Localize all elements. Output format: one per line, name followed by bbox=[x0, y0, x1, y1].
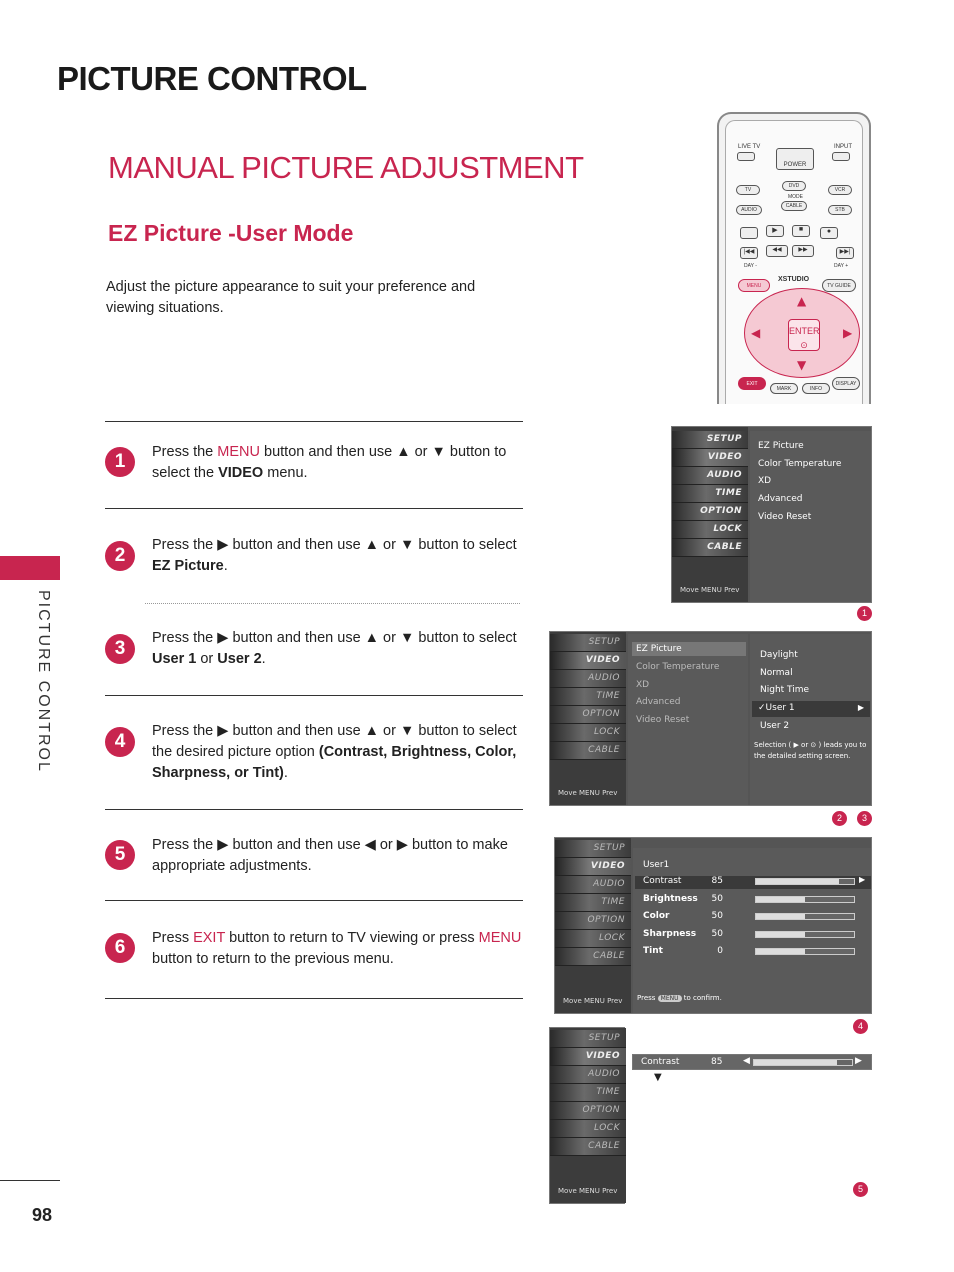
page-number: 98 bbox=[32, 1205, 53, 1225]
osd-ez-picture-options bbox=[750, 634, 871, 805]
osd-footer: Move MENU Prev bbox=[680, 586, 740, 594]
section-title: MANUAL PICTURE ADJUSTMENT bbox=[108, 150, 584, 185]
osd-footer: Move MENU Prev bbox=[558, 789, 618, 797]
step-text-3: Press the ▶ button and then use ▲ or ▼ button to select User 1 or User 2. bbox=[152, 630, 517, 667]
step-text-1: Press the MENU button and then use ▲ or ▼ button to select the VIDEO menu. bbox=[152, 444, 507, 481]
remote-control bbox=[717, 112, 871, 404]
osd-contrast-bar bbox=[632, 1054, 872, 1070]
osd-contrast-slider bbox=[753, 1059, 853, 1066]
step-number-2: 2 bbox=[105, 541, 135, 571]
osd-option-user-2: User 2 bbox=[760, 721, 790, 731]
osd-menu-audio: AUDIO bbox=[555, 876, 631, 894]
audio-button: AUDIO bbox=[736, 205, 762, 215]
osd-menu-time: TIME bbox=[672, 485, 748, 503]
osd-confirm-text: Press MENU to confirm. bbox=[637, 994, 722, 1002]
arrow-right-icon: ▶ bbox=[859, 875, 866, 884]
osd-menu-audio: AUDIO bbox=[672, 467, 748, 485]
osd-adjust-slider bbox=[755, 931, 855, 938]
osd-menu-video: VIDEO bbox=[550, 1048, 626, 1066]
live-tv-button bbox=[737, 152, 755, 161]
osd-menu-video: VIDEO bbox=[672, 449, 748, 467]
osd-menu-option: OPTION bbox=[555, 912, 631, 930]
osd-selection-note: Selection ( ▶ or ⊙ ) leads you to the detailed setting screen. bbox=[754, 741, 867, 760]
osd-adjust-slider-fill bbox=[756, 949, 805, 954]
osd-option-user-1: ✓User 1 ▶ bbox=[752, 701, 870, 717]
osd-video-submenu bbox=[628, 634, 748, 805]
osd-menu-lock: LOCK bbox=[550, 724, 626, 742]
osd-menu-cable: CABLE bbox=[550, 742, 626, 760]
osd-option-night-time: Night Time bbox=[760, 685, 810, 695]
osd-menu-setup: SETUP bbox=[550, 634, 626, 652]
osd-screen-1 bbox=[671, 426, 872, 603]
live-tv-label: LIVE TV bbox=[738, 144, 761, 150]
osd-adjust-label: Color bbox=[643, 911, 670, 921]
osd-adjust-slider bbox=[755, 948, 855, 955]
step-number-3: 3 bbox=[105, 634, 135, 664]
osd-adjust-label: Tint bbox=[643, 946, 663, 956]
osd-adjust-label: Brightness bbox=[643, 894, 698, 904]
osd-main-menu bbox=[672, 427, 748, 602]
osd-menu-lock: LOCK bbox=[550, 1120, 626, 1138]
osd-option-daylight: Daylight bbox=[760, 650, 798, 660]
osd-footer: Move MENU Prev bbox=[558, 1187, 618, 1195]
osd-contrast-slider-fill bbox=[754, 1060, 837, 1065]
osd-menu-video: VIDEO bbox=[550, 652, 626, 670]
rewind-button: ◀◀ bbox=[766, 245, 788, 257]
day-minus-label: DAY - bbox=[744, 263, 757, 269]
osd-footer: Move MENU Prev bbox=[563, 997, 623, 1005]
step-number-4: 4 bbox=[105, 727, 135, 757]
osd-adjust-slider-fill bbox=[756, 879, 839, 884]
navigation-pad bbox=[744, 288, 860, 378]
step-number-1: 1 bbox=[105, 447, 135, 477]
display-button: DISPLAY bbox=[832, 377, 860, 390]
divider bbox=[105, 421, 523, 422]
osd-contrast-value: 85 bbox=[711, 1057, 723, 1067]
osd-main-menu bbox=[550, 1028, 626, 1203]
divider bbox=[105, 998, 523, 999]
skip-back-button: |◀◀ bbox=[740, 247, 758, 259]
arrow-right-icon: ▶ bbox=[843, 326, 853, 340]
osd-menu-option: OPTION bbox=[550, 1102, 626, 1120]
screen-badge-1: 1 bbox=[857, 606, 872, 621]
input-label: INPUT bbox=[834, 144, 852, 150]
day-plus-label: DAY + bbox=[834, 263, 849, 269]
step-text-5: Press the ▶ button and then use ◀ or ▶ button to make appropriate adjustments. bbox=[152, 837, 508, 874]
osd-user1-panel bbox=[633, 848, 871, 1013]
footer-rule bbox=[0, 1180, 60, 1181]
osd-menu-time: TIME bbox=[550, 688, 626, 706]
sidebar-label: PICTURE CONTROL bbox=[35, 590, 52, 773]
play-button-1 bbox=[740, 227, 758, 239]
osd-adjust-slider-fill bbox=[756, 914, 805, 919]
step-number-6: 6 bbox=[105, 933, 135, 963]
cable-button: CABLE bbox=[781, 201, 807, 211]
osd-menu-audio: AUDIO bbox=[550, 670, 626, 688]
divider bbox=[105, 695, 523, 696]
osd-item-video-reset: Video Reset bbox=[758, 512, 812, 522]
osd-item-advanced: Advanced bbox=[636, 697, 681, 707]
stop-button: ■ bbox=[792, 225, 810, 237]
divider bbox=[105, 900, 523, 901]
input-button bbox=[832, 152, 850, 161]
osd-adjust-slider bbox=[755, 913, 855, 920]
arrow-right-icon: ▶ bbox=[855, 1056, 862, 1066]
arrow-right-icon: ▶ bbox=[857, 703, 864, 712]
osd-menu-setup: SETUP bbox=[550, 1030, 626, 1048]
osd-adjust-value: 85 bbox=[711, 876, 723, 886]
osd-screen-4 bbox=[549, 1027, 625, 1204]
screen-badge-3: 3 bbox=[857, 811, 872, 826]
skip-forward-button: ▶▶| bbox=[836, 247, 854, 259]
osd-menu-lock: LOCK bbox=[555, 930, 631, 948]
sub-title: EZ Picture -User Mode bbox=[108, 220, 354, 246]
osd-item-advanced: Advanced bbox=[758, 494, 803, 504]
tv-guide-button: TV GUIDE bbox=[822, 279, 856, 292]
screen-badge-5: 5 bbox=[853, 1182, 868, 1197]
osd-adjust-slider-fill bbox=[756, 897, 805, 902]
arrow-left-icon: ◀ bbox=[743, 1056, 750, 1066]
osd-item-xd: XD bbox=[758, 476, 772, 486]
osd-menu-cable: CABLE bbox=[672, 539, 748, 557]
arrow-down-icon: ▼ bbox=[797, 358, 807, 372]
play-button: ▶ bbox=[766, 225, 784, 237]
step-text-2: Press the ▶ button and then use ▲ or ▼ button to select EZ Picture. bbox=[152, 537, 517, 574]
arrow-up-icon: ▲ bbox=[797, 294, 807, 308]
arrow-left-icon: ◀ bbox=[751, 326, 761, 340]
info-button: INFO bbox=[802, 383, 830, 394]
enter-button: ENTER ⊙ bbox=[788, 319, 820, 351]
osd-menu-time: TIME bbox=[555, 894, 631, 912]
osd-menu-cable: CABLE bbox=[555, 948, 631, 966]
osd-adjust-label: Sharpness bbox=[643, 929, 697, 939]
osd-item-color-temperature: Color Temperature bbox=[758, 459, 842, 469]
osd-item-video-reset: Video Reset bbox=[636, 715, 690, 725]
osd-screen-2 bbox=[549, 631, 872, 806]
tv-button: TV bbox=[736, 185, 760, 195]
osd-item-color-temperature: Color Temperature bbox=[636, 662, 720, 672]
osd-video-submenu bbox=[750, 431, 871, 602]
divider-dotted bbox=[145, 603, 520, 604]
osd-menu-lock: LOCK bbox=[672, 521, 748, 539]
osd-menu-time: TIME bbox=[550, 1084, 626, 1102]
osd-adjust-value: 50 bbox=[711, 894, 723, 904]
check-icon: ✓ bbox=[758, 703, 766, 713]
divider bbox=[105, 508, 523, 509]
dvd-button: DVD bbox=[782, 181, 806, 191]
sidebar-tab bbox=[0, 556, 60, 580]
osd-menu-option: OPTION bbox=[672, 503, 748, 521]
osd-menu-audio: AUDIO bbox=[550, 1066, 626, 1084]
page-title: PICTURE CONTROL bbox=[57, 60, 367, 97]
osd-adjust-value: 0 bbox=[717, 946, 723, 956]
osd-item-ez-picture: EZ Picture bbox=[632, 642, 746, 656]
menu-button: MENU bbox=[738, 279, 770, 292]
screen-badge-2: 2 bbox=[832, 811, 847, 826]
mark-button: MARK bbox=[770, 383, 798, 394]
osd-user1-header: User1 bbox=[643, 860, 670, 870]
osd-adjust-slider bbox=[755, 878, 855, 885]
osd-option-normal: Normal bbox=[760, 668, 793, 678]
osd-menu-video: VIDEO bbox=[555, 858, 631, 876]
osd-item-ez-picture: EZ Picture bbox=[758, 441, 804, 451]
osd-main-menu bbox=[550, 632, 626, 805]
osd-contrast-label: Contrast bbox=[641, 1057, 680, 1067]
mode-label: MODE bbox=[788, 194, 803, 200]
osd-adjust-value: 50 bbox=[711, 911, 723, 921]
record-button: ● bbox=[820, 227, 838, 239]
osd-menu-option: OPTION bbox=[550, 706, 626, 724]
osd-menu-setup: SETUP bbox=[555, 840, 631, 858]
fast-forward-button: ▶▶ bbox=[792, 245, 814, 257]
exit-button: EXIT bbox=[738, 377, 766, 390]
divider bbox=[105, 809, 523, 810]
osd-adjust-slider-fill bbox=[756, 932, 805, 937]
osd-screen-3 bbox=[554, 837, 872, 1014]
intro-text: Adjust the picture appearance to suit your preference and viewing situations. bbox=[106, 279, 476, 316]
osd-menu-cable: CABLE bbox=[550, 1138, 626, 1156]
arrow-down-icon: ▼ bbox=[654, 1072, 662, 1083]
osd-main-menu bbox=[555, 838, 631, 1013]
menu-key-icon: MENU bbox=[658, 995, 682, 1002]
step-text-4: Press the ▶ button and then use ▲ or ▼ button to select the desired picture option (Contrast, Brightness, Color, Sharpness, or Tint). bbox=[152, 723, 517, 781]
vcr-button: VCR bbox=[828, 185, 852, 195]
enter-dot-icon: ⊙ bbox=[800, 340, 808, 350]
step-number-5: 5 bbox=[105, 840, 135, 870]
screen-badge-4: 4 bbox=[853, 1019, 868, 1034]
step-text-6: Press EXIT button to return to TV viewing or press MENU button to return to the previous menu. bbox=[152, 930, 522, 967]
osd-item-xd: XD bbox=[636, 680, 650, 690]
osd-menu-setup: SETUP bbox=[672, 431, 748, 449]
osd-adjust-value: 50 bbox=[711, 929, 723, 939]
power-button: POWER bbox=[776, 148, 814, 170]
xstudio-label: XSTUDIO bbox=[778, 276, 810, 283]
stb-button: STB bbox=[828, 205, 852, 215]
osd-adjust-label: Contrast bbox=[643, 876, 682, 886]
osd-adjust-slider bbox=[755, 896, 855, 903]
